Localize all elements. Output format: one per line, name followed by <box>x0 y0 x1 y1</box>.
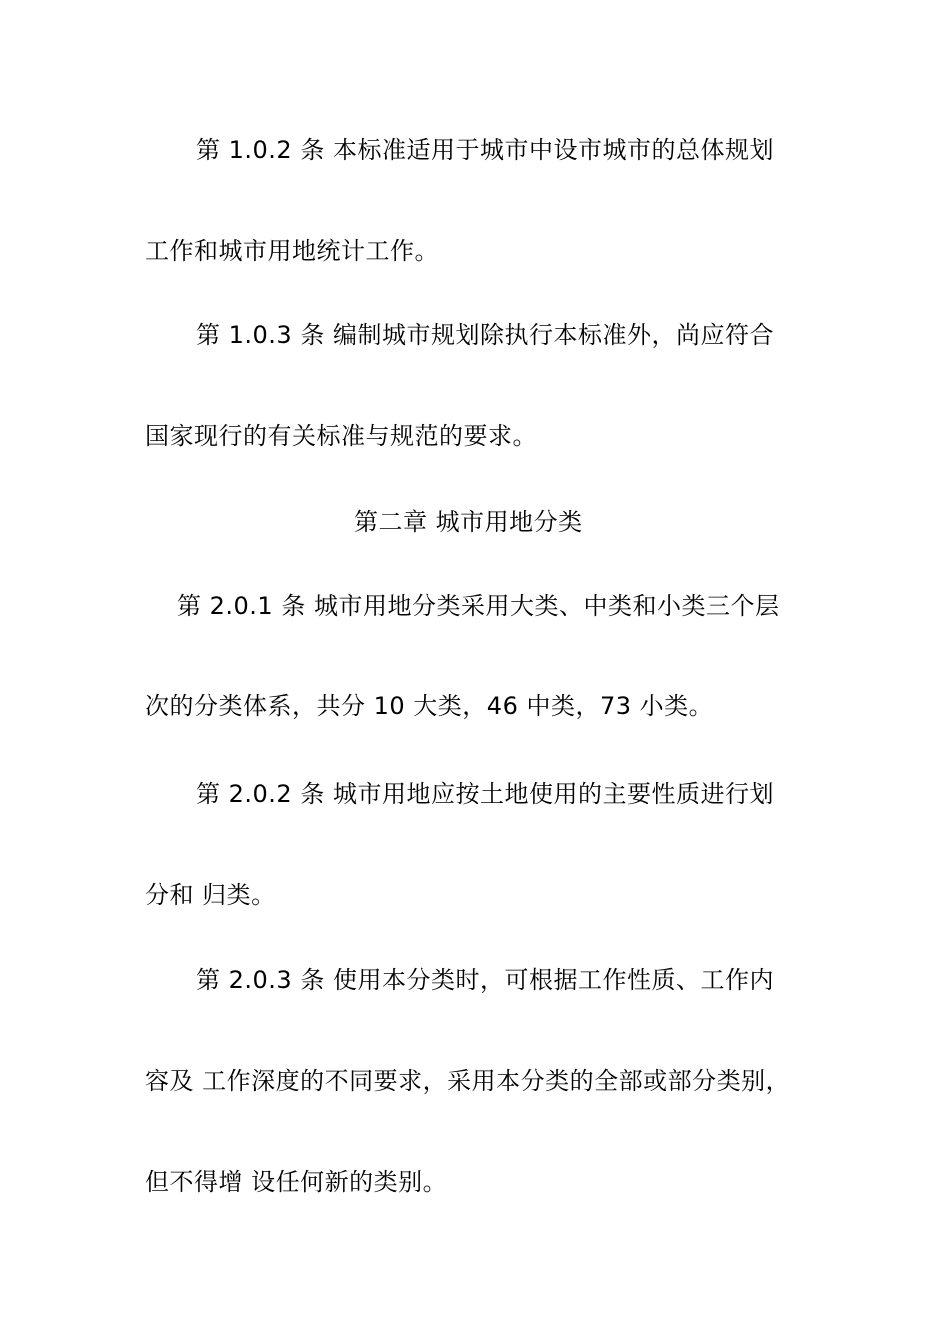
article-2-0-2-line-1: 第 2.0.2 条 城市用地应按土地使用的主要性质进行划 <box>196 780 774 808</box>
article-1-0-3-line-2: 国家现行的有关标准与规范的要求。 <box>145 422 537 450</box>
chapter-heading: 第二章 城市用地分类 <box>354 508 583 536</box>
article-2-0-2-line-2: 分和 归类。 <box>145 881 276 909</box>
article-1-0-2-line-1: 第 1.0.2 条 本标准适用于城市中设市城市的总体规划 <box>196 136 774 164</box>
article-2-0-3-line-3: 但不得增 设任何新的类别。 <box>145 1168 448 1196</box>
article-2-0-1-line-1: 第 2.0.1 条 城市用地分类采用大类、中类和小类三个层 <box>177 592 780 620</box>
article-1-0-2-line-2: 工作和城市用地统计工作。 <box>145 237 439 265</box>
article-2-0-3-line-2: 容及 工作深度的不同要求，采用本分类的全部或部分类别， <box>145 1067 791 1095</box>
article-1-0-3-line-1: 第 1.0.3 条 编制城市规划除执行本标准外，尚应符合 <box>196 321 774 349</box>
article-2-0-1-line-2: 次的分类体系，共分 10 大类，46 中类，73 小类。 <box>145 692 714 720</box>
article-2-0-3-line-1: 第 2.0.3 条 使用本分类时，可根据工作性质、工作内 <box>196 966 774 994</box>
